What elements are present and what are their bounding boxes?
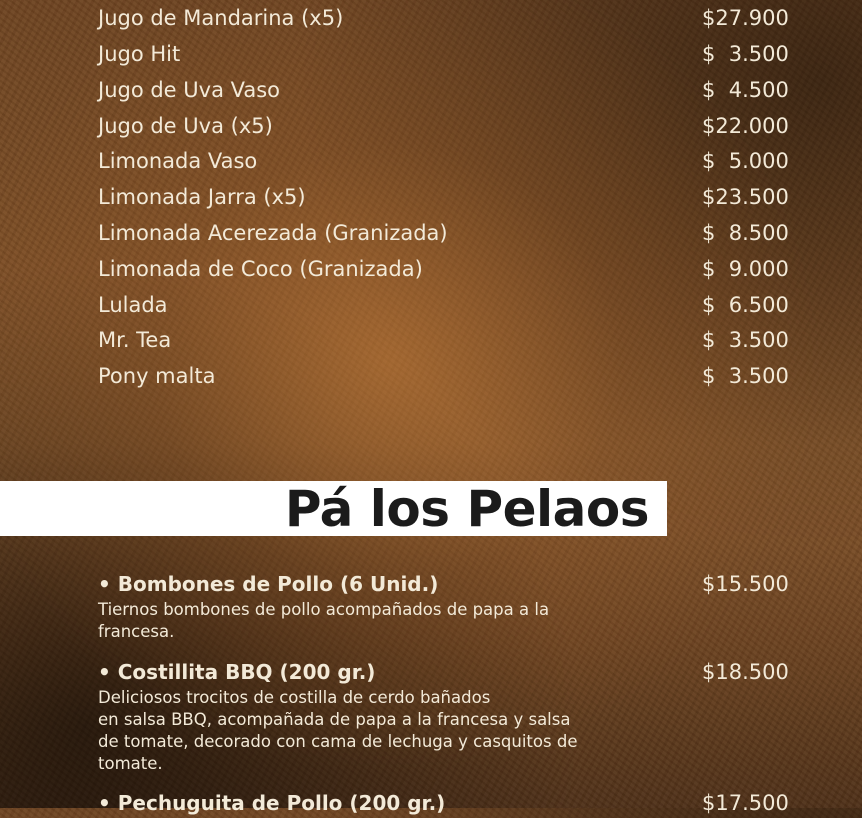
dish-item-bombones-de-pollo [0,569,862,641]
drink-price: $ 3.500 [702,328,789,352]
drink-name: Lulada [98,293,168,317]
dish-description-line: Deliciosos trocitos de costilla de cerdo bañados [98,688,491,707]
drink-row [0,215,862,251]
drink-row [0,143,862,179]
drink-row [0,108,862,144]
dish-price: $15.500 [702,572,789,596]
dish-description-line: francesa. [98,622,175,641]
drink-name: Limonada Acerezada (Granizada) [98,221,448,245]
dish-item-costillita-bbq [0,657,862,773]
drink-row [0,358,862,394]
drink-name: Limonada Jarra (x5) [98,185,306,209]
drink-name: Jugo Hit [98,42,181,66]
dish-description-line: tomate. [98,754,163,773]
dish-description-line: de tomate, decorado con cama de lechuga y casquitos de [98,732,578,751]
drink-name: Mr. Tea [98,328,172,352]
dish-name: • Costillita BBQ (200 gr.) [98,660,376,684]
drink-name: Jugo de Uva Vaso [98,78,281,102]
drink-price: $27.900 [702,6,789,30]
drink-price: $ 9.000 [702,257,789,281]
drink-row [0,322,862,358]
drink-row [0,72,862,108]
dish-price: $18.500 [702,660,789,684]
drink-name: Limonada Vaso [98,149,258,173]
drink-name: Jugo de Uva (x5) [98,114,273,138]
drink-name: Pony malta [98,364,216,388]
dish-name: • Pechuguita de Pollo (200 gr.) [98,791,446,815]
drink-row [0,0,862,36]
drink-price: $ 8.500 [702,221,789,245]
dish-description [98,687,673,775]
drink-price: $ 4.500 [702,78,789,102]
drink-price: $ 3.500 [702,364,789,388]
drink-price: $ 5.000 [702,149,789,173]
dish-price: $17.500 [702,791,789,815]
drink-name: Limonada de Coco (Granizada) [98,257,423,281]
drink-row [0,287,862,323]
dish-item-pechuguita-de-pollo [0,788,862,818]
drink-price: $ 6.500 [702,293,789,317]
drink-price: $23.500 [702,185,789,209]
section-banner [0,481,667,536]
dish-description [98,599,673,643]
drink-price: $22.000 [702,114,789,138]
dish-name: • Bombones de Pollo (6 Unid.) [98,572,439,596]
dish-description-line: en salsa BBQ, acompañada de papa a la francesa y salsa [98,710,571,729]
drink-name: Jugo de Mandarina (x5) [98,6,344,30]
section-title: Pá los Pelaos [284,480,649,538]
drink-row [0,251,862,287]
drink-row [0,36,862,72]
drink-row [0,179,862,215]
dish-description-line: Tiernos bombones de pollo acompañados de papa a la [98,600,550,619]
drink-price: $ 3.500 [702,42,789,66]
